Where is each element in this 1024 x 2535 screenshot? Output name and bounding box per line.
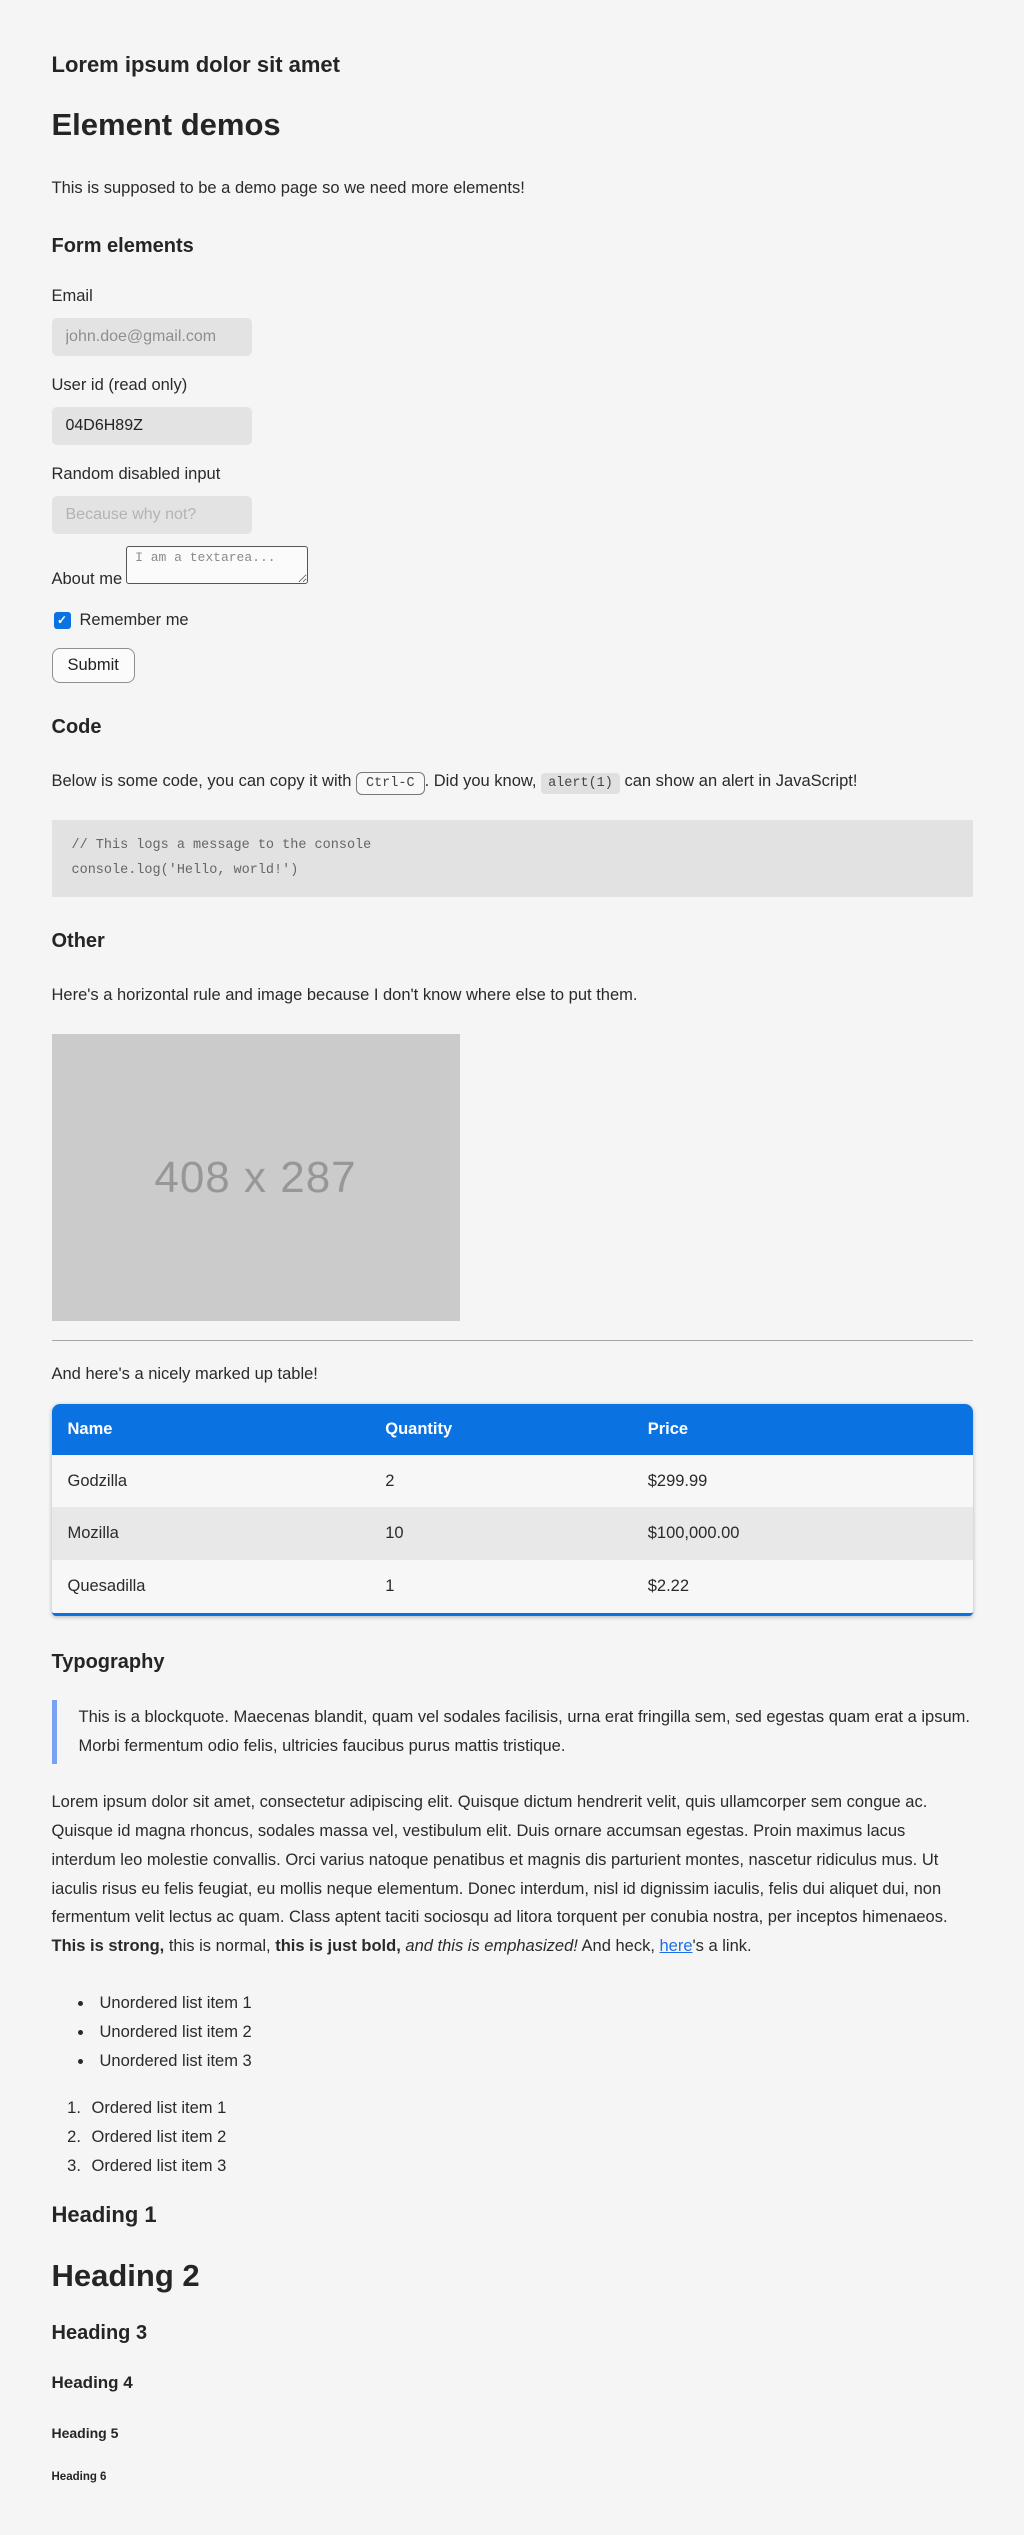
unordered-list-item: • Unordered list item 2 <box>94 2018 973 2047</box>
page-container <box>52 0 973 2535</box>
table-row: Quesadilla 1 $2.22 <box>52 1560 973 1613</box>
intro-paragraph: This is supposed to be a demo page so we need more elements! <box>51 178 525 197</box>
table-head <box>52 1404 973 1455</box>
code-line: console.log('Hello, world!') <box>71 863 299 879</box>
remember-me-label: Remember me <box>79 610 189 629</box>
table-intro-paragraph: And here's a nicely marked up table! <box>51 1364 318 1383</box>
disabled-field <box>52 496 252 534</box>
email-field[interactable] <box>52 318 252 356</box>
about-me-label: About me <box>51 570 123 589</box>
demo-heading-4: Heading 4 <box>51 2373 133 2393</box>
remember-me-row <box>52 606 973 635</box>
user-id-label: User id (read only) <box>51 376 188 395</box>
emphasized-text: and this is emphasized! <box>405 1937 578 1956</box>
code-intro-text-1: Below is some code, you can copy it with <box>51 771 356 790</box>
ordered-list <box>52 2094 973 2181</box>
unordered-list-item: • Unordered list item 3 <box>94 2047 973 2076</box>
paragraph-mid-1: this is normal, <box>164 1937 276 1956</box>
table-header-cell: Name <box>52 1404 370 1455</box>
submit-button[interactable]: Submit <box>52 648 135 683</box>
other-paragraph: Here's a horizontal rule and image because I don't know where else to put them. <box>51 985 638 1004</box>
rich-paragraph <box>52 1788 973 1961</box>
demo-heading-1: Heading 1 <box>51 2202 157 2228</box>
demo-table-wrapper <box>52 1404 973 1617</box>
code-intro-text-3: can show an alert in JavaScript! <box>619 771 858 790</box>
demo-heading-5: Heading 5 <box>51 2425 119 2442</box>
page-title: Lorem ipsum dolor sit amet <box>51 52 340 77</box>
table-header-row <box>52 1404 973 1455</box>
demo-heading-6: Heading 6 <box>51 2471 107 2484</box>
code-intro-paragraph <box>52 767 973 796</box>
section-heading-code: Code <box>51 715 102 738</box>
table-header-cell: Quantity <box>369 1404 631 1455</box>
paragraph-lead: Lorem ipsum dolor sit amet, consectetur adipiscing elit. Quisque dictum hendrerit velit, quis ullamcorper sem congue ac. Quisque id magna rhoncus, sodales massa vel, vestibulum elit. Duis ornare accumsan egestas. Proin maximus lacus interdum leo molestie convallis. Orci varius natoque penatibus et magnis dis parturient montes, nascetur ridiculus mus. Ut iaculis risus eu felis feugiat, eu mollis neque elementum. Donec interdum, nisl id dignissim iaculis, felis dui aliquet dui, non fermentum velit lectus ac quam. Class aptent taciti sociosqu ad litora torquent per conubia nostra, per inceptos himenaeos. <box>51 1792 948 1927</box>
code-intro-text-2: . Did you know, <box>424 771 542 790</box>
table-header-cell: Price <box>632 1404 973 1455</box>
paragraph-tail: 's a link. <box>692 1937 752 1956</box>
code-block[interactable] <box>52 820 973 897</box>
code-line: // This logs a message to the console <box>71 837 372 853</box>
ordered-list-item: 2. Ordered list item 2 <box>86 2123 973 2152</box>
ordered-list-item: 3. Ordered list item 3 <box>86 2152 973 2181</box>
demo-heading-3: Heading 3 <box>51 2322 148 2345</box>
section-heading-typography: Typography <box>51 1651 165 1674</box>
blockquote: This is a blockquote. Maecenas blandit, quam vel sodales facilisis, urna erat fringilla sem, sed egestas quam erat a ipsum. Morbi fermentum odio felis, ultricies faucibus purus mattis tristique. <box>52 1700 973 1764</box>
placeholder-image-label: 408 x 287 <box>154 1152 357 1202</box>
table-body <box>52 1455 973 1614</box>
section-heading-other: Other <box>51 929 105 952</box>
here-link[interactable]: here <box>659 1937 693 1956</box>
demo-table <box>52 1404 973 1614</box>
table-row: Godzilla 2 $299.99 <box>52 1455 973 1508</box>
email-label: Email <box>51 287 93 306</box>
horizontal-rule <box>52 1340 973 1341</box>
disabled-input-label: Random disabled input <box>51 465 221 484</box>
strong-text-1: This is strong, <box>51 1937 165 1956</box>
placeholder-image <box>52 1034 460 1321</box>
demo-form <box>52 282 973 682</box>
about-me-row <box>52 546 973 594</box>
unordered-list-item: • Unordered list item 1 <box>94 1989 973 2018</box>
remember-me-checkbox-checked[interactable] <box>54 612 71 629</box>
about-me-textarea[interactable] <box>126 546 308 584</box>
ordered-list-item: 1. Ordered list item 1 <box>86 2094 973 2123</box>
paragraph-mid-3: And heck, <box>577 1937 660 1956</box>
demo-heading-2: Heading 2 <box>51 2257 200 2293</box>
user-id-field[interactable] <box>52 407 252 445</box>
table-row: Mozilla 10 $100,000.00 <box>52 1507 973 1560</box>
section-heading-form-elements: Form elements <box>51 235 194 258</box>
main-heading: Element demos <box>51 107 281 143</box>
ctrl-c-kbd: Ctrl-C <box>356 772 425 795</box>
unordered-list <box>52 1989 973 2076</box>
strong-text-2: this is just bold, <box>275 1937 401 1956</box>
alert-inline-code: alert(1) <box>541 773 620 794</box>
